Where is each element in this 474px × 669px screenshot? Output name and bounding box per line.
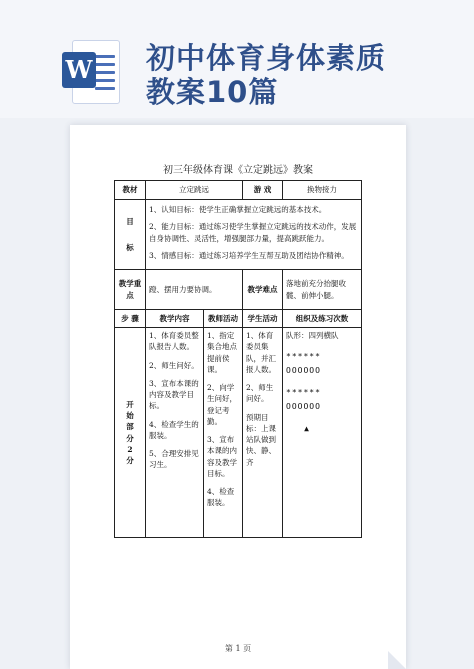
- page-number: 第 1 页: [224, 644, 252, 653]
- material-value: 立定跳远: [146, 181, 243, 200]
- material-row: [115, 181, 362, 200]
- key-point-label: 教学重点: [115, 270, 146, 310]
- objectives-label: 目 标: [115, 200, 146, 270]
- col-content: 教学内容: [146, 310, 204, 328]
- col-step: 步 骤: [115, 310, 146, 328]
- content-item: 2、师生问好。: [149, 360, 199, 370]
- teacher-cell: [204, 328, 243, 538]
- teacher-position-icon: ▲: [304, 424, 310, 434]
- content-cell: [146, 328, 204, 538]
- objectives-row: [115, 200, 362, 270]
- lesson-plan-table: [114, 180, 362, 538]
- student-item: 2、师生问好。: [246, 383, 274, 404]
- header-banner: [0, 0, 474, 118]
- col-teacher: 教师活动: [204, 310, 243, 328]
- student-cell: [243, 328, 283, 538]
- banner-title-line1: 初中体育身体素质: [146, 41, 387, 75]
- col-student: 学生活动: [243, 310, 283, 328]
- game-value: 换物接力: [283, 181, 362, 200]
- content-item: 4、检查学生的服装。: [149, 419, 199, 440]
- content-item: 5、合理安排见习生。: [149, 449, 199, 470]
- word-document-icon: [62, 40, 120, 104]
- material-label: 教材: [115, 181, 146, 200]
- col-organization: 组织及练习次数: [283, 310, 362, 328]
- teacher-item: 4、检查服装。: [207, 487, 235, 508]
- objective-item: 1、认知目标：使学生正确掌握立定跳远的基本技术。: [149, 205, 327, 214]
- student-item: 预期目标：上课站队做到快、静、齐: [246, 412, 276, 467]
- key-point-value: 蹬、摆用力要协调。: [146, 270, 243, 310]
- teacher-item: 3、宣布本课的内容及教学目标。: [207, 435, 237, 478]
- banner-title-line2: 教案10篇: [146, 75, 279, 109]
- student-item: 1、体育委员集队，并汇报人数。: [246, 331, 276, 374]
- organization-cell: [283, 328, 362, 538]
- word-logo-badge: W: [62, 52, 96, 88]
- key-points-row: [115, 270, 362, 310]
- formation-row-circles: OOOOOO: [286, 402, 321, 412]
- document-page: [70, 125, 406, 669]
- objectives-content: [146, 200, 362, 270]
- formation-row-circles: OOOOOO: [286, 366, 321, 376]
- page-fold-corner: [388, 651, 406, 669]
- objective-item: 2、能力目标：通过练习使学生掌握立定跳远的技术动作，发展自身协调性、灵活性，增强腿部力量，提高跳跃能力。: [149, 222, 357, 243]
- phase-label: 开 始 部 分 2 分: [115, 328, 146, 538]
- content-item: 3、宣布本课的内容及教学目标。: [149, 378, 199, 411]
- teacher-item: 1、指定集合地点提前侯课。: [207, 331, 237, 374]
- formation-row-stars: ******: [286, 352, 321, 362]
- difficulty-label: 教学难点: [243, 270, 283, 310]
- column-header-row: [115, 310, 362, 328]
- opening-phase-row: [115, 328, 362, 538]
- teacher-item: 2、向学生问好，登记考勤。: [207, 383, 237, 426]
- game-label: 游 戏: [243, 181, 283, 200]
- document-title: 初三年级体育课《立定跳远》教案: [163, 165, 313, 176]
- difficulty-value: 落地前充分抬腿收髋、前伸小腿。: [283, 270, 362, 310]
- formation-label: 队形：四列横队: [286, 331, 339, 340]
- objective-item: 3、情感目标：通过练习培养学生互帮互助及团结协作精神。: [149, 250, 349, 260]
- content-item: 1、体育委员整队报告人数。: [149, 331, 199, 352]
- formation-row-stars: ******: [286, 388, 321, 398]
